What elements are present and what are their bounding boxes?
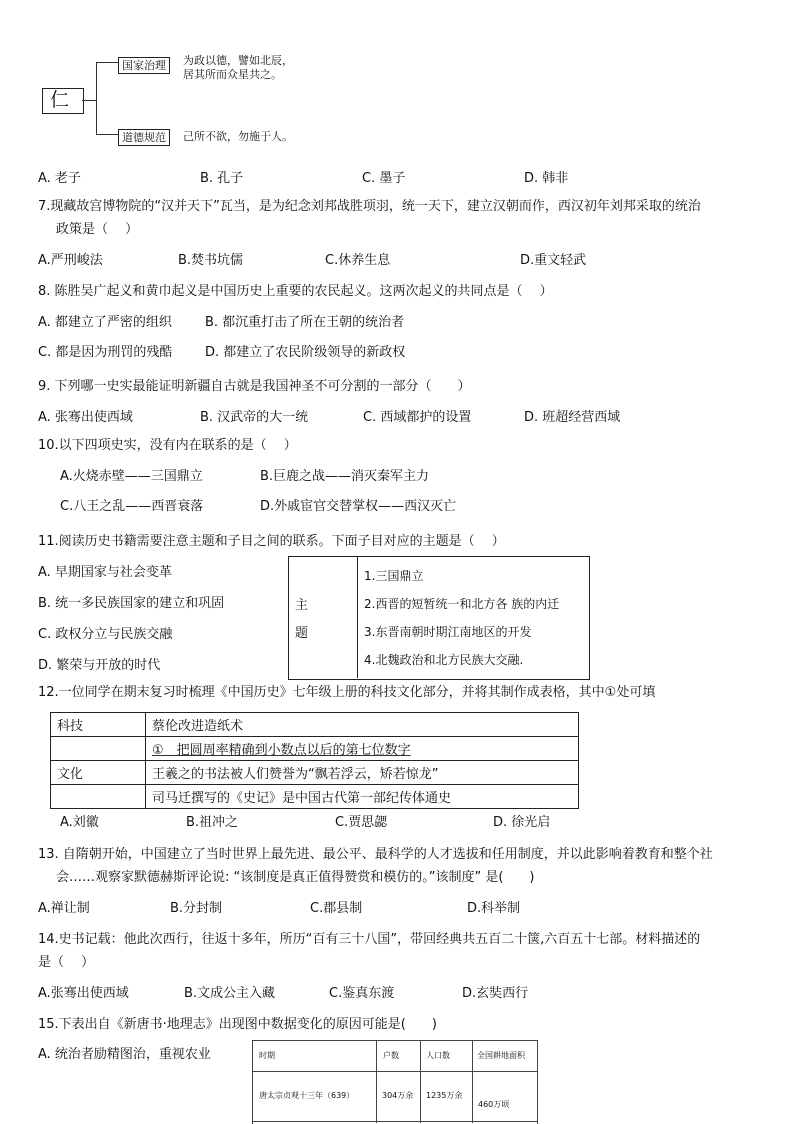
q12-option-d: D. 徐光启 <box>493 815 551 830</box>
branch-text-governance-line2: 居其所而众星共之。 <box>183 68 282 81</box>
q7-stem-cont: 政策是（ ） <box>56 222 139 237</box>
q8-option-d: D. 都建立了农民阶级领导的新政权 <box>205 345 406 360</box>
q15-cell-households: 304万余 <box>382 1091 414 1100</box>
diagram-connector <box>96 134 118 135</box>
table-cell-category: 科技 <box>51 713 146 737</box>
q12-option-b: B.祖冲之 <box>186 815 239 830</box>
table-cell-category <box>51 785 146 809</box>
q15-stem: 15.下表出自《新唐书·地理志》出现图中数据变化的原因可能是( ) <box>38 1017 437 1032</box>
q9-stem: 9. 下列哪一史实最能证明新疆自古就是我国神圣不可分割的一部分（ ） <box>38 379 471 394</box>
q8-option-c: C. 都是因为刑罚的残酷 <box>38 345 173 360</box>
q10-stem: 10.以下四项史实，没有内在联系的是（ ） <box>38 438 297 453</box>
q13-option-c: C.郡县制 <box>310 901 363 916</box>
q11-table-head-1: 主 <box>295 598 309 613</box>
q7-option-d: D.重文轻武 <box>520 253 587 268</box>
table-row <box>51 761 579 785</box>
branch-label-governance: 国家治理 <box>118 57 170 74</box>
q8-stem: 8. 陈胜吴广起义和黄巾起义是中国历史上重要的农民起义。这两次起义的共同点是（ ） <box>38 284 553 299</box>
q13-option-a: A.禅让制 <box>38 901 90 916</box>
q15-header-farmland: 全国耕地面积 <box>477 1051 525 1060</box>
q9-option-c: C. 西域都护的设置 <box>363 410 472 425</box>
q11-table-head-2: 题 <box>295 626 309 641</box>
q15-header-period: 时期 <box>259 1051 275 1060</box>
q15-table-vline <box>420 1040 421 1123</box>
q13-option-b: B.分封制 <box>170 901 223 916</box>
q14-stem: 14.史书记载：他此次西行，往返十多年，所历“百有三十八国”，带回经典共五百二十箧,六百五十七部。材料描述的 <box>38 932 701 947</box>
q6-option-b: B. 孔子 <box>200 171 244 186</box>
q15-option-a: A. 统治者励精图治，重视农业 <box>38 1047 211 1062</box>
q15-header-households: 户数 <box>383 1051 399 1060</box>
q12-option-a: A.刘徽 <box>60 815 99 830</box>
q11-option-b: B. 统一多民族国家的建立和巩固 <box>38 596 225 611</box>
q8-option-b: B. 都沉重打击了所在王朝的统治者 <box>205 315 405 330</box>
q13-option-d: D.科举制 <box>467 901 521 916</box>
q10-option-b: B.巨鹿之战——消灭秦军主力 <box>260 469 430 484</box>
table-row <box>51 785 579 809</box>
branch-text-governance-line1: 为政以德，譬如北辰， <box>183 54 293 67</box>
table-cell-content: 王羲之的书法被人们赞誉为“飘若浮云，矫若惊龙” <box>146 761 579 785</box>
q8-option-a: A. 都建立了严密的组织 <box>38 315 172 330</box>
branch-text-morality: 己所不欲，勿施于人。 <box>183 130 293 143</box>
q7-option-b: B.焚书坑儒 <box>178 253 244 268</box>
q14-option-c: C.鉴真东渡 <box>329 986 395 1001</box>
table-cell-content: 司马迁撰写的《史记》是中国古代第一部纪传体通史 <box>146 785 579 809</box>
diagram-center-label: 仁 <box>50 89 70 111</box>
q11-subtopic-3: 3.东晋南朝时期江南地区的开发 <box>364 625 532 639</box>
table-cell-content-blank: ① 把圆周率精确到小数点以后的第七位数字 <box>146 737 579 761</box>
q12-stem: 12.一位同学在期末复习时梳理《中国历史》七年级上册的科技文化部分，并将其制作成表格，其中①处可填 <box>38 685 656 700</box>
table-cell-category: 文化 <box>51 761 146 785</box>
q10-option-a: A.火烧赤壁——三国鼎立 <box>60 469 203 484</box>
q9-option-d: D. 班超经营西域 <box>524 410 621 425</box>
q11-stem: 11.阅读历史书籍需要注意主题和子目之间的联系。下面子目对应的主题是（ ） <box>38 534 505 549</box>
q15-cell-population: 1235万余 <box>426 1091 463 1100</box>
q12-option-c: C.贾思勰 <box>335 815 388 830</box>
q15-cell-farmland: 460万顷 <box>478 1100 510 1109</box>
q6-option-a: A. 老子 <box>38 171 81 186</box>
q9-option-a: A. 张骞出使西域 <box>38 410 133 425</box>
q11-option-c: C. 政权分立与民族交融 <box>38 627 173 642</box>
q13-stem-cont: 会……观察家默德赫斯评论说: “该制度是真正值得赞赏和模仿的。”该制度” 是( ) <box>56 870 535 885</box>
q11-subtopic-4: 4.北魏政治和北方民族大交融. <box>364 653 524 667</box>
diagram-connector <box>82 100 96 101</box>
branch-label-morality: 道德规范 <box>118 129 170 146</box>
q9-option-b: B. 汉武帝的大一统 <box>200 410 309 425</box>
q6-option-c: C. 墨子 <box>362 171 406 186</box>
q11-option-a: A. 早期国家与社会变革 <box>38 565 172 580</box>
table-row <box>51 737 579 761</box>
table-row <box>51 713 579 737</box>
q10-option-d: D.外戚宦官交替掌权——西汉灭亡 <box>260 499 457 514</box>
diagram-connector <box>96 62 97 134</box>
q15-header-population: 人口数 <box>426 1051 450 1060</box>
q15-table-hline <box>252 1071 537 1072</box>
q7-stem: 7.现藏故宫博物院的“汉并天下”瓦当，是为纪念刘邦战胜项羽，统一天下，建立汉朝而作，西汉初年刘邦采取的统治 <box>38 199 701 214</box>
q15-table-vline <box>472 1040 473 1123</box>
q7-option-c: C.休养生息 <box>325 253 391 268</box>
q10-option-c: C.八王之乱——西晋衰落 <box>60 499 204 514</box>
table-cell-category <box>51 737 146 761</box>
q14-option-b: B.文成公主入藏 <box>184 986 276 1001</box>
q11-table-divider <box>357 556 358 678</box>
q12-table <box>50 712 579 809</box>
q15-table-vline <box>376 1040 377 1123</box>
table-cell-content: 蔡伦改进造纸术 <box>146 713 579 737</box>
q11-subtopic-1: 1.三国鼎立 <box>364 569 424 583</box>
q11-option-d: D. 繁荣与开放的时代 <box>38 658 161 673</box>
q11-subtopic-2: 2.西晋的短暂统一和北方各 族的内迁 <box>364 597 560 611</box>
diagram-connector <box>96 62 118 63</box>
q14-option-d: D.玄奘西行 <box>462 986 529 1001</box>
q13-stem: 13. 自隋朝开始，中国建立了当时世界上最先进、最公平、最科学的人才选拔和任用制度，并以此影响着教育和整个社 <box>38 847 713 862</box>
q15-cell-period: 唐太宗贞观十三年（639） <box>259 1091 355 1100</box>
q14-stem-cont: 是（ ） <box>38 955 95 970</box>
q14-option-a: A.张骞出使西域 <box>38 986 129 1001</box>
q15-table-hline <box>252 1121 537 1122</box>
q6-option-d: D. 韩非 <box>524 171 569 186</box>
q7-option-a: A.严刑峻法 <box>38 253 103 268</box>
